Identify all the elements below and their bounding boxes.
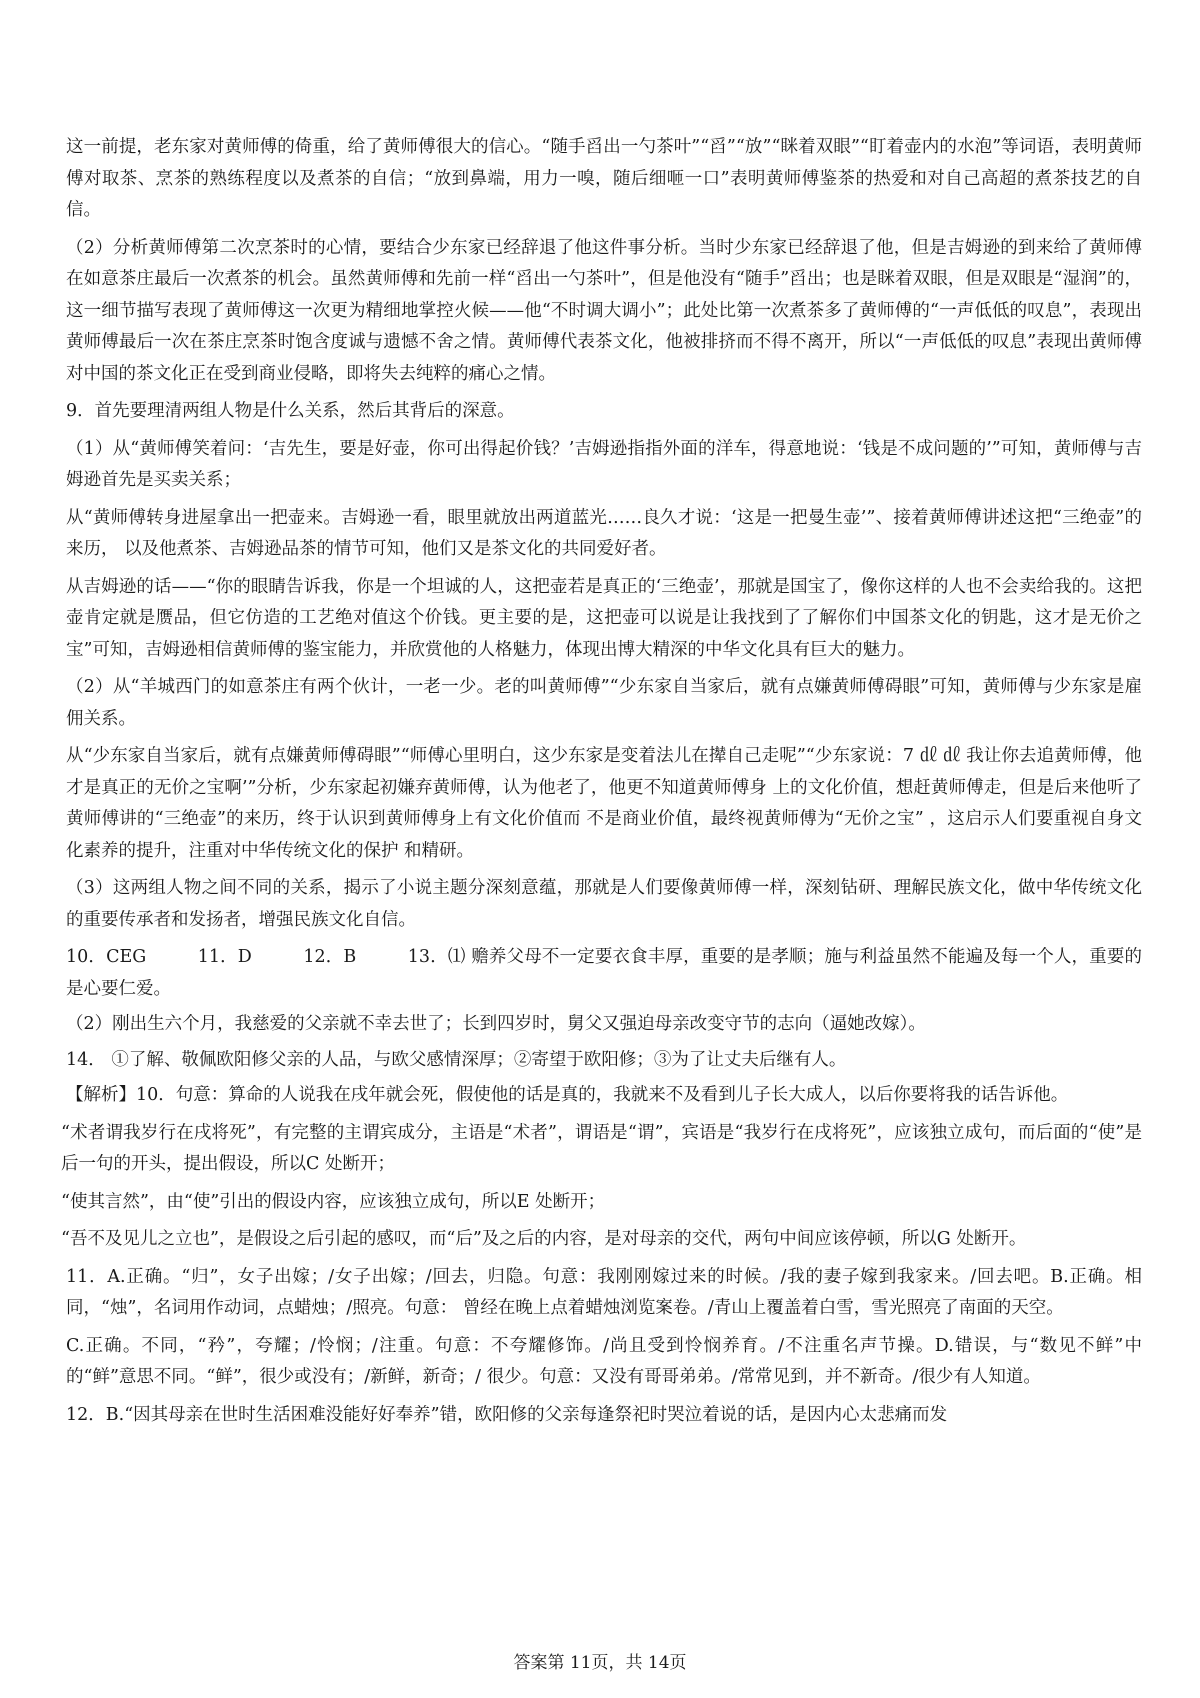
analysis-paragraph: 12．B.“因其母亲在世时生活困难没能好好奉养”错，欧阳修的父亲每逢祭祀时哭泣着说的话，是因内心太悲痛而发 [66,1404,948,1425]
answer-10: 10．CEG [66,947,147,967]
paragraph: （3）这两组人物之间不同的关系，揭示了小说主题分深刻意蕴，那就是人们要像黄师傅一样，深刻钻研、理解民族文化，做中华传统文化的重要传承者和发扬者，增强民族文化自信。 [66,878,1142,930]
analysis-paragraph: 【解析】10．句意：算命的人说我在戌年就会死，假使他的话是真的，我就来不及看到儿子长大成人，以后你要将我的话告诉他。 [66,1085,1069,1105]
analysis-paragraph: 11．A.正确。“归”，女子出嫁；/女子出嫁；/回去，归隐。句意：我刚刚嫁过来的时候。/我的妻子嫁到我家来。/回去吧。B.正确。相同，“烛”，名词用作动词，点蜡烛；/照亮。句意： 曾经在晚上点着蜡烛浏览案卷。/青山上覆盖着白雪，雪光照亮了南面的天空。 [66,1266,1142,1318]
answer-12: 12．B [303,947,357,967]
analysis-paragraph: “术者谓我岁行在戌将死”，有完整的主谓宾成分，主语是“术者”，谓语是“谓”，宾语是“我岁行在戌将死”，应该独立成句，而后面的“使”是后一句的开头，提出假设，所以C 处断开； [61,1122,1142,1174]
paragraph: （2）从“羊城西门的如意茶庄有两个伙计，一老一少。老的叫黄师傅”“少东家自当家后，就有点嫌黄师傅碍眼”可知，黄师傅与少东家是雇佣关系。 [66,677,1142,729]
paragraph: 9．首先要理清两组人物是什么关系，然后其背后的深意。 [66,401,515,421]
paragraph: 从“黄师傅转身进屋拿出一把壶来。吉姆逊一看，眼里就放出两道蓝光……良久才说：‘这是一把曼生壶’”、接着黄师傅讲述这把“三绝壶”的来历， 以及他煮茶、吉姆逊品茶的情节可知，他们又是茶文化的共同爱好者。 [66,507,1142,559]
analysis-paragraph: C.正确。不同，“矜”，夸耀；/怜悯；/注重。句意：不夸耀修饰。/尚且受到怜悯养育。/不注重名声节操。D.错误，与“数见不鲜”中的“鲜”意思不同。“鲜”，很少或没有；/新鲜，新奇；/ 很少。句意：又没有哥哥弟弟。/常常见到，并不新奇。/很少有人知道。 [66,1335,1142,1387]
page-footer: 答案第 11页，共 14页 [513,1653,687,1673]
answer-13-part-2: （2）刚出生六个月，我慈爱的父亲就不幸去世了；长到四岁时，舅父又强迫母亲改变守节的志向（逼她改嫁）。 [66,1014,926,1034]
answer-11: 11．D [197,947,252,967]
paragraph: （1）从“黄师傅笑着问：‘吉先生，要是好壶，你可出得起价钱？’吉姆逊指指外面的洋车，得意地说：‘钱是不成问题的’”可知，黄师傅与吉姆逊首先是买卖关系； [66,438,1142,490]
paragraph: （2）分析黄师傅第二次烹茶时的心情，要结合少东家已经辞退了他这件事分析。当时少东家已经辞退了他，但是吉姆逊的到来给了黄师傅在如意茶庄最后一次煮茶的机会。虽然黄师傅和先前一样“舀出一勺茶叶”，但是他没有“随手”舀出；也是眯着双眼，但是双眼是“湿润”的，这一细节描写表现了黄师傅这一次更为精细地掌控火候——他“不时调大调小”；此处比第一次煮茶多了黄师傅的“一声低低的叹息”，表现出黄师傅最后一次在茶庄烹茶时饱含度诚与遗憾不舍之情。黄师傅代表茶文化，他被排挤而不得不离开，所以“一声低低的叹息”表现出黄师傅对中国的茶文化正在受到商业侵略，即将失去纯粹的痛心之情。 [66,237,1142,384]
paragraph: 这一前提，老东家对黄师傅的倚重，给了黄师傅很大的信心。“随手舀出一勺茶叶”“舀”“放”“眯着双眼”“盯着壶内的水泡”等词语，表明黄师傅对取茶、烹茶的熟练程度以及煮茶的自信；“放到鼻端，用力一嗅，随后细咂一口”表明黄师傅鉴茶的热爱和对自己高超的煮茶技艺的自信。 [66,137,1142,220]
answer-14: 14． ①了解、敬佩欧阳修父亲的人品，与欧父感情深厚；②寄望于欧阳修；③为了让丈夫后继有人。 [66,1049,847,1070]
analysis-paragraph: “吾不及见儿之立也”，是假设之后引起的感叹，而“后”及之后的内容，是对母亲的交代，两句中间应该停顿，所以G 处断开。 [61,1229,1027,1249]
answer-line-10-13 [66,942,1142,1005]
paragraph: 从吉姆逊的话——“你的眼睛告诉我，你是一个坦诚的人，这把壶若是真正的‘三绝壶’，那就是国宝了，像你这样的人也不会卖给我的。这把壶肯定就是赝品，但它仿造的工艺绝对值这个价钱。更主要的是，这把壶可以说是让我找到了了解你们中国茶文化的钥匙，这才是无价之宝”可知，吉姆逊相信黄师傅的鉴宝能力，并欣赏他的人格魅力，体现出博大精深的中华文化具有巨大的魅力。 [66,576,1142,660]
paragraph: 从“少东家自当家后，就有点嫌黄师傅碍眼”“师傅心里明白，这少东家是变着法儿在撵自己走呢”“少东家说：7 ㎗ ㎗ 我让你去追黄师傅，他才是真正的无价之宝啊’”分析，少东家起初嫌弃黄师傅，认为他老了，他更不知道黄师傅身 上的文化价值，想赶黄师傅走，但是后来他听了黄师傅讲的“三绝壶”的来历，终于认识到黄师傅身上有文化价值而 不是商业价值，最终视黄师傅为“无价之宝” ，这启示人们要重视自身文化素养的提升，注重对中华传统文化的保护 和精研。 [66,746,1142,861]
analysis-paragraph: “使其言然”，由“使”引出的假设内容，应该独立成句，所以E 处断开； [61,1191,606,1212]
answer-13-part-1: 13．⑴ 赡养父母不一定要衣食丰厚，重要的是孝顺；施与利益虽然不能遍及每一个人，重要的是心要仁爱。 [66,947,1142,999]
